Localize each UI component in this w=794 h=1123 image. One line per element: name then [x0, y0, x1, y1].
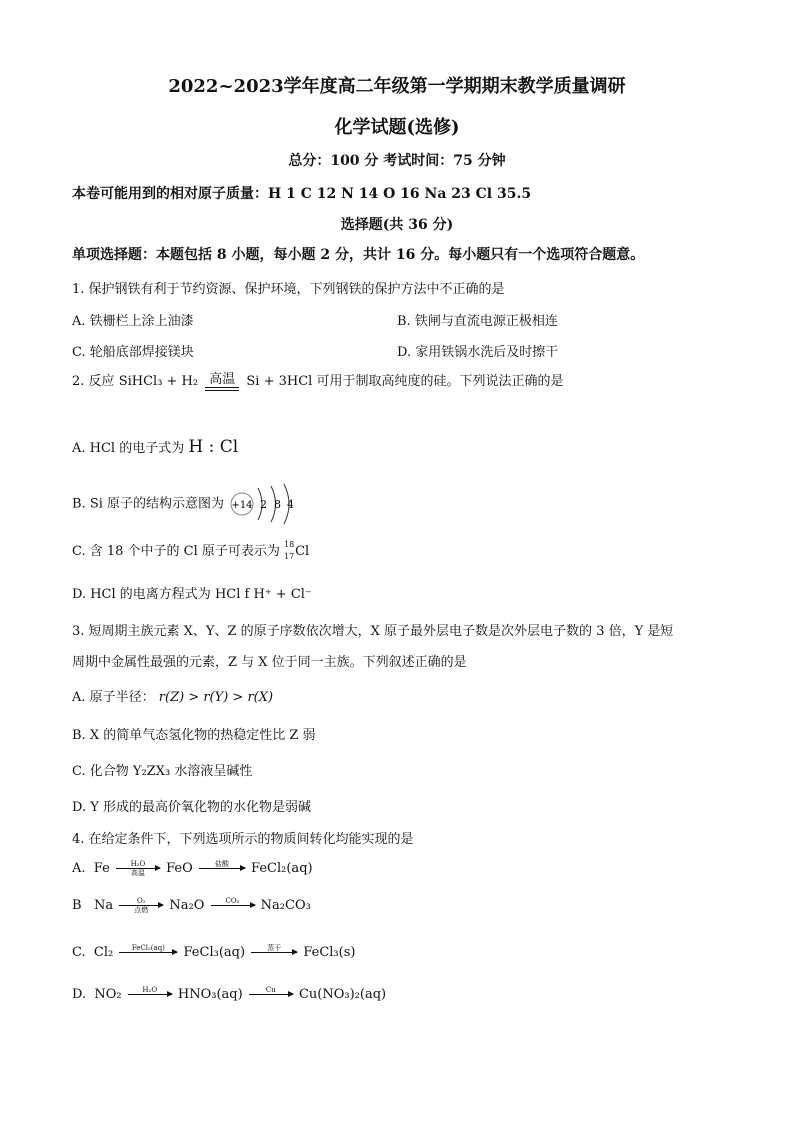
q4-c-arrow-2 [251, 944, 297, 961]
q4-a-arrow-1-top: H₂O [130, 860, 146, 868]
q4-option-d [72, 986, 386, 1003]
q2-option-c [72, 540, 310, 560]
q1-option-a: A. 铁栅栏上涂上油漆 [72, 314, 194, 329]
q1-option-d: D. 家用铁锅水洗后及时擦干 [397, 345, 559, 360]
q2-nuclide-symbol: Cl [295, 543, 310, 559]
q2-option-d [72, 583, 312, 602]
q2-option-a [72, 437, 238, 457]
q3-stem-line2: 周期中金属性最强的元素，Z 与 X 位于同一主族。下列叙述正确的是 [72, 655, 467, 670]
q4-a-species-3: FeCl₂(aq) [251, 861, 313, 876]
q3-option-c-text: C. 化合物 [72, 764, 129, 779]
q2-option-b [72, 482, 300, 526]
q2-nuclide-number: 17 [284, 551, 295, 561]
q2-nuclide [284, 539, 310, 561]
q2-nucleus: +14 [231, 500, 253, 511]
exam-meta: 总分：100 分 考试时间：75 分钟 [288, 153, 506, 169]
q3-option-b: B. X 的简单气态氢化物的热稳定性比 Z 弱 [72, 728, 316, 743]
q4-b-species-1: Na [93, 898, 114, 913]
q4-c-species-1: Cl₂ [93, 945, 114, 960]
q4-option-b [72, 897, 311, 914]
q2-products: Si + 3HCl [246, 374, 313, 389]
q2-shell2: 8 [274, 498, 282, 511]
q3-option-c [72, 760, 252, 779]
q4-d-arrow-1 [128, 986, 172, 1003]
q1-stem: 1. 保护钢铁有利于节约资源、保护环境，下列钢铁的保护方法中不正确的是 [72, 282, 505, 297]
q4-d-arrow-1-top: H₂O [142, 986, 158, 994]
q1-option-c: C. 轮船底部焊接镁块 [72, 345, 194, 360]
q3-option-a-formula: r(Z) > r(Y) > r(X) [158, 690, 274, 705]
q3-stem-line1: 3. 短周期主族元素 X、Y、Z 的原子序数依次增大，X 原子最外层电子数是次外层电子数的 3 倍，Y 是短 [72, 624, 674, 639]
q3-option-c-formula: Y₂ZX₃ [132, 764, 171, 779]
q1-option-b: B. 铁闸与直流电源正极相连 [397, 314, 558, 329]
q4-c-arrow-1 [119, 944, 177, 961]
q4-c-species-2: FeCl₃(aq) [183, 945, 246, 960]
q4-d-species-1: NO₂ [94, 987, 122, 1002]
q4-c-species-3: FeCl₃(s) [303, 945, 356, 960]
q4-b-arrow-2 [211, 897, 255, 914]
q4-option-a [72, 860, 313, 877]
q2-reactants: SiHCl₃ + H₂ [118, 374, 199, 389]
q4-b-species-3: Na₂CO₃ [260, 898, 311, 913]
q2-option-b-text: B. Si 原子的结构示意图为 [72, 496, 225, 512]
q2-nuclide-mass: 18 [284, 539, 295, 549]
q3-option-c-post: 水溶液呈碱性 [174, 764, 253, 779]
q4-d-species-2: HNO₃(aq) [177, 987, 243, 1002]
q4-b-arrow-1 [119, 897, 163, 914]
q2-option-a-formula: H : Cl [188, 437, 239, 457]
q4-a-arrow-1 [116, 860, 160, 877]
q2-shell3: 4 [287, 498, 295, 511]
exam-subtitle: 化学试题(选修) [334, 117, 460, 138]
q2-equals-sign [205, 373, 239, 391]
q4-option-d-label: D. [72, 987, 87, 1002]
q4-d-arrow-2 [249, 986, 293, 1003]
si-atom-structure-diagram [228, 482, 300, 526]
q4-a-arrow-2-top: 盐酸 [214, 860, 229, 868]
atomic-masses: 本卷可能用到的相对原子质量：H 1 C 12 N 14 O 16 Na 23 Cl 35.5 [72, 186, 532, 202]
q4-b-arrow-1-bottom: 点燃 [134, 906, 149, 914]
q2-option-c-text: C. 含 18 个中子的 Cl 原子可表示为 [72, 544, 280, 559]
q4-option-c [72, 944, 355, 961]
q4-a-species-1: Fe [93, 861, 110, 876]
section-title: 选择题(共 36 分) [340, 217, 454, 233]
q2-option-d-text: D. HCl 的电离方程式为 [72, 587, 211, 602]
q4-option-b-label: B [72, 898, 82, 913]
q4-option-a-label: A. [72, 861, 86, 876]
q4-d-arrow-2-top: Cu [265, 986, 276, 994]
q4-stem: 4. 在给定条件下，下列选项所示的物质间转化均能实现的是 [72, 832, 414, 847]
q3-option-a-text: A. 原子半径： [72, 690, 155, 705]
q2-condition: 高温 [209, 371, 236, 387]
q2-option-a-text: A. HCl 的电子式为 [72, 441, 185, 456]
q4-b-species-2: Na₂O [169, 898, 205, 913]
q4-c-arrow-2-top: 蒸干 [267, 944, 282, 952]
q2-option-d-formula: HCl f H⁺ + Cl⁻ [214, 587, 312, 602]
q4-b-arrow-2-top: CO₂ [225, 897, 240, 905]
q2-stem-pre: 2. 反应 [72, 374, 115, 389]
exam-title: 2022~2023学年度高二年级第一学期期末教学质量调研 [168, 76, 626, 97]
q4-d-species-3: Cu(NO₃)₂(aq) [298, 987, 387, 1002]
q4-b-arrow-1-top: O₂ [136, 897, 146, 905]
q4-a-arrow-1-bottom: 高温 [130, 869, 145, 877]
q4-a-species-2: FeO [166, 861, 193, 876]
q2-stem [72, 370, 563, 391]
q2-stem-post: 可用于制取高纯度的硅。下列说法正确的是 [316, 374, 564, 389]
q3-option-d: D. Y 形成的最高价氧化物的水化物是弱碱 [72, 800, 311, 815]
q3-option-a [72, 686, 273, 705]
q4-c-arrow-1-top: FeCl₂(aq) [131, 944, 165, 952]
section-instruction: 单项选择题：本题包括 8 小题，每小题 2 分，共计 16 分。每小题只有一个选项符合题意。 [72, 247, 645, 263]
q2-shell1: 2 [260, 498, 268, 511]
q4-a-arrow-2 [199, 860, 245, 877]
q4-option-c-label: C. [72, 945, 86, 960]
